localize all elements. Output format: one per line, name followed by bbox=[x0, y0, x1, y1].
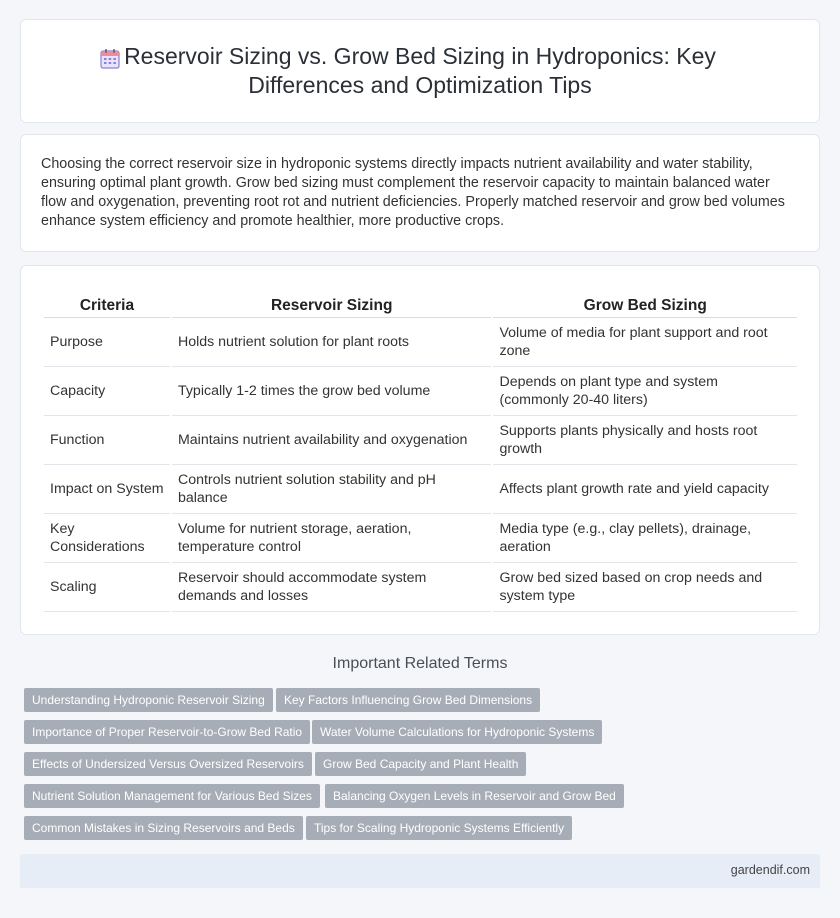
header-criteria: Criteria bbox=[44, 294, 170, 318]
related-tag[interactable]: Nutrient Solution Management for Various Bed Sizes bbox=[24, 784, 320, 808]
cell-criteria: Capacity bbox=[44, 367, 170, 416]
related-tag[interactable]: Grow Bed Capacity and Plant Health bbox=[315, 752, 526, 776]
related-tag[interactable]: Effects of Undersized Versus Oversized Reservoirs bbox=[24, 752, 312, 776]
table-row bbox=[44, 465, 797, 514]
comparison-table bbox=[42, 294, 799, 612]
cell-reservoir: Reservoir should accommodate system demands and losses bbox=[172, 563, 492, 612]
header-grow-bed-sizing: Grow Bed Sizing bbox=[493, 294, 797, 318]
cell-reservoir: Holds nutrient solution for plant roots bbox=[172, 318, 492, 367]
related-terms-heading: Important Related Terms bbox=[332, 655, 508, 672]
intro-paragraph: Choosing the correct reservoir size in hydroponic systems directly impacts nutrient availability and water stability, ensuring optimal plant growth. Grow bed sizing must complement the reservoir capacity to maintain balanced water flow and oxygenation, preventing root rot and nutrient deficiencies. Properly matched reservoir and grow bed volumes enhance system efficiency and promote healthier, more productive crops. bbox=[41, 156, 785, 229]
table-header-row bbox=[44, 294, 797, 318]
cell-criteria: Impact on System bbox=[44, 465, 170, 514]
related-tag[interactable]: Key Factors Influencing Grow Bed Dimensions bbox=[276, 688, 540, 712]
related-tag[interactable]: Understanding Hydroponic Reservoir Sizing bbox=[24, 688, 273, 712]
cell-grow-bed: Supports plants physically and hosts root growth bbox=[493, 416, 797, 465]
intro-card bbox=[20, 134, 820, 252]
cell-grow-bed: Depends on plant type and system (commonly 20-40 liters) bbox=[493, 367, 797, 416]
related-tag[interactable]: Tips for Scaling Hydroponic Systems Efficiently bbox=[306, 816, 572, 840]
cell-reservoir: Controls nutrient solution stability and pH balance bbox=[172, 465, 492, 514]
table-row bbox=[44, 514, 797, 563]
footer-bar bbox=[20, 854, 820, 888]
page-title: Reservoir Sizing vs. Grow Bed Sizing in Hydroponics: Key Differences and Optimization Tips bbox=[124, 43, 716, 98]
related-tag[interactable]: Common Mistakes in Sizing Reservoirs and Beds bbox=[24, 816, 303, 840]
cell-reservoir: Typically 1-2 times the grow bed volume bbox=[172, 367, 492, 416]
table-row bbox=[44, 416, 797, 465]
cell-grow-bed: Affects plant growth rate and yield capacity bbox=[493, 465, 797, 514]
table-row bbox=[44, 367, 797, 416]
cell-grow-bed: Grow bed sized based on crop needs and system type bbox=[493, 563, 797, 612]
cell-criteria: Purpose bbox=[44, 318, 170, 367]
cell-reservoir: Maintains nutrient availability and oxygenation bbox=[172, 416, 492, 465]
cell-grow-bed: Volume of media for plant support and root zone bbox=[493, 318, 797, 367]
related-tag[interactable]: Water Volume Calculations for Hydroponic Systems bbox=[312, 720, 602, 744]
related-tag[interactable]: Importance of Proper Reservoir-to-Grow Bed Ratio bbox=[24, 720, 310, 744]
cell-criteria: Key Considerations bbox=[44, 514, 170, 563]
comparison-table-card bbox=[20, 265, 820, 635]
cell-reservoir: Volume for nutrient storage, aeration, temperature control bbox=[172, 514, 492, 563]
cell-criteria: Scaling bbox=[44, 563, 170, 612]
cell-grow-bed: Media type (e.g., clay pellets), drainage, aeration bbox=[493, 514, 797, 563]
header-reservoir-sizing: Reservoir Sizing bbox=[172, 294, 492, 318]
table-row bbox=[44, 318, 797, 367]
footer-site-name[interactable]: gardendif.com bbox=[730, 863, 810, 877]
cell-criteria: Function bbox=[44, 416, 170, 465]
title-card bbox=[20, 19, 820, 123]
related-tag[interactable]: Balancing Oxygen Levels in Reservoir and Grow Bed bbox=[325, 784, 624, 808]
table-row bbox=[44, 563, 797, 612]
